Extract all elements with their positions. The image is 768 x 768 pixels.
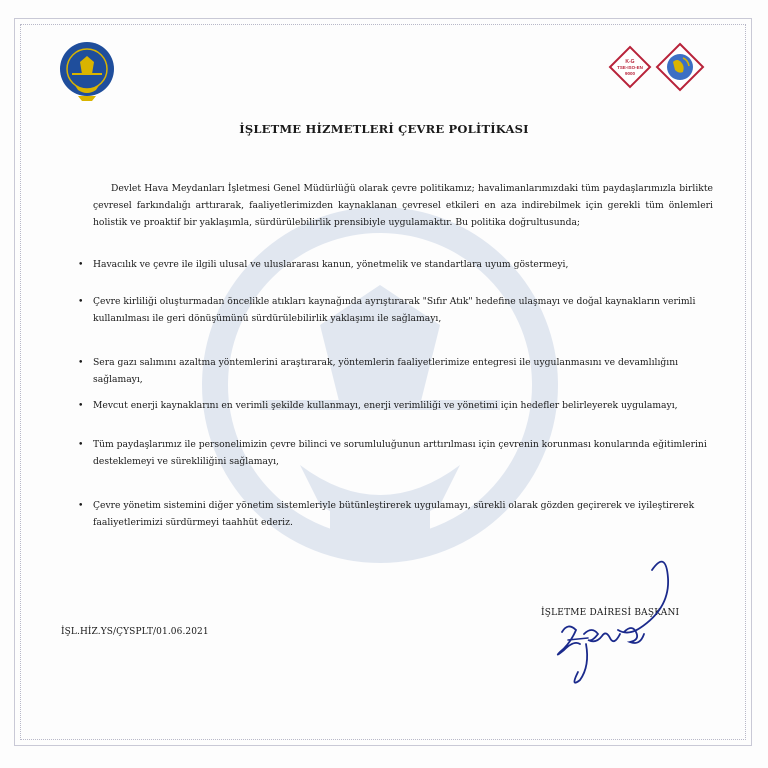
globe-logo bbox=[655, 42, 705, 92]
signatory-title: İŞLETME DAİRESİ BAŞKANI bbox=[541, 608, 680, 618]
intro-paragraph bbox=[93, 180, 713, 231]
bullet-text: Çevre kirliliği oluşturmadan öncelikle atıkları kaynağında ayrıştırarak "Sıfır Atık" hedefine ulaşmayı ve doğal kaynakların verimli kullanılması ile geri dönüşümünü sürdürülebilirlik yaklaşımı ile sağlamayı, bbox=[93, 296, 696, 324]
bullet-icon: • bbox=[78, 500, 84, 511]
cert-line-3: 9000 bbox=[624, 71, 636, 76]
bullet-icon: • bbox=[78, 357, 84, 368]
document-title: İŞLETME HİZMETLERİ ÇEVRE POLİTİKASI bbox=[239, 122, 529, 136]
bullet-text: Havacılık ve çevre ile ilgili ulusal ve uluslararası kanun, yönetmelik ve standartlara uyum göstermeyi, bbox=[93, 259, 569, 270]
dhmi-logo bbox=[58, 40, 116, 102]
bullet-text: Tüm paydaşlarımız ile personelimizin çevre bilinci ve sorumluluğunun arttırılması için çevrenin korunması konularında eğitimlerini desteklemeyi ve sürekliliğini sağlamayı, bbox=[93, 439, 707, 467]
document-reference: İŞL.HİZ.YS/ÇYSPLT/01.06.2021 bbox=[61, 627, 209, 637]
certification-badge bbox=[608, 45, 652, 89]
bullet-text: Çevre yönetim sistemini diğer yönetim sistemleriyle bütünleştirerek uygulamayı, sürekli olarak gözden geçirerek ve iyileştirerek faaliyetlerimizi sürdürmeyi taahhüt ederiz. bbox=[93, 500, 695, 528]
cert-line-1: K-G bbox=[625, 59, 635, 65]
signature bbox=[540, 548, 700, 690]
bullet-text: Sera gazı salımını azaltma yöntemlerini araştırarak, yöntemlerin faaliyetlerimize entegresi ile uygulanmasını ve devamlılığını sağlamayı, bbox=[93, 357, 679, 385]
cert-line-2: TSE-ISO-EN bbox=[617, 65, 643, 70]
bullet-icon: • bbox=[78, 296, 84, 307]
bullet-icon: • bbox=[78, 259, 84, 270]
bullet-icon: • bbox=[78, 400, 84, 411]
bullet-text: Mevcut enerji kaynaklarını en verimli şekilde kullanmayı, enerji verimliliği ve yönetimi için hedefler belirleyerek uygulamayı, bbox=[93, 400, 678, 411]
bullet-icon: • bbox=[78, 439, 84, 450]
intro-text: Devlet Hava Meydanları İşletmesi Genel Müdürlüğü olarak çevre politikamız; havalimanlarımızdaki tüm paydaşlarımızla birlikte çevresel farkındalığı arttırarak, faaliyetlerimizden kaynaklanan çevresel etkileri en aza indirebilmek için gerekli tüm önlemleri holistik ve proaktif bir yaklaşımla, sürdürülebilirlik prensibiyle uygulamaktır. Bu politika doğrultusunda; bbox=[93, 183, 713, 228]
